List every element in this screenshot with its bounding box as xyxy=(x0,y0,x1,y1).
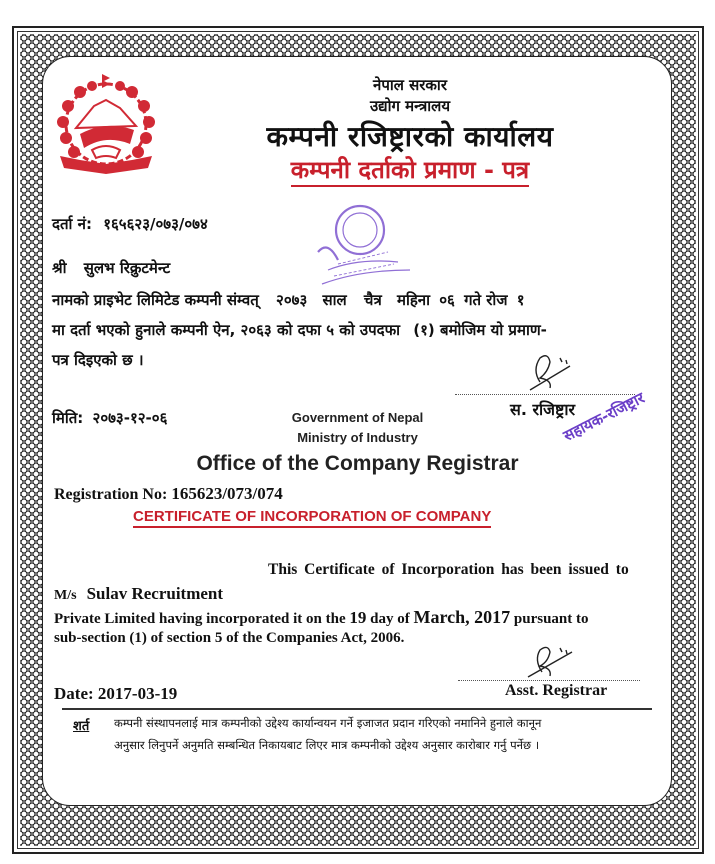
date-row-np xyxy=(52,408,167,428)
honorific-np: श्री xyxy=(52,259,67,277)
signatory-title-en: Asst. Registrar xyxy=(505,682,608,699)
date-value-en: 2017-03-19 xyxy=(97,684,178,703)
date-label-np: मिति: xyxy=(52,409,84,427)
ministry-title-en: Ministry of Industry xyxy=(297,430,418,445)
company-row-en xyxy=(54,584,223,604)
certificate-title-en: CERTIFICATE OF INCORPORATION OF COMPANY xyxy=(133,508,491,528)
registration-label-en: Registration No: xyxy=(54,486,168,503)
company-row-np xyxy=(52,258,170,278)
nepali-signature-icon xyxy=(510,352,600,392)
year-unit-np: साल xyxy=(322,291,347,309)
month-unit-np: महिना xyxy=(396,291,430,309)
office-title-en: Office of the Company Registrar xyxy=(196,452,519,475)
condition-line1: कम्पनी संस्थापनलाई मात्र कम्पनीको उद्देश्य कार्यान्वयन गर्ने इजाजत प्रदान गरिएको नमानिने हुनाले कानून xyxy=(114,716,542,730)
weekday-np: १ xyxy=(516,291,525,309)
english-signature-line xyxy=(458,680,640,681)
office-title-np: कम्पनी रजिष्ट्रारको कार्यालय xyxy=(266,120,554,153)
registration-row-np xyxy=(52,214,208,234)
body-line2-np-text: मा दर्ता भएको हुनाले कम्पनी ऐन, २०६३ को दफा ५ को उपदफा xyxy=(52,321,401,339)
condition-label: शर्त xyxy=(73,719,90,734)
ministry-title-np: उद्योग मन्त्रालय xyxy=(369,97,451,115)
assistant-registrar-stamp-np: सहायक-रजिष्ट्रार xyxy=(560,388,648,445)
office-seal-stamp-icon xyxy=(298,200,423,300)
certificate-title-np-text: कम्पनी दर्ताको प्रमाण - पत्र xyxy=(291,156,529,187)
body-line3-np: पत्र दिइएको छ । xyxy=(52,351,144,369)
government-title-np: नेपाल सरकार xyxy=(373,76,447,94)
company-name-np: सुलभ रिक्रुटमेन्ट xyxy=(83,259,171,277)
body-line1-c-en: pursuant to xyxy=(513,611,589,627)
registration-number-en: 165623/073/074 xyxy=(171,484,283,503)
body-line1-np xyxy=(52,290,525,310)
month-np: चैत्र xyxy=(363,291,382,309)
body-line1-a-en: Private Limited having incorporated it on the xyxy=(54,611,346,627)
month-year-en: March, 2017 xyxy=(413,607,511,627)
body-line1-b-en: day of xyxy=(370,611,410,627)
date-row-en xyxy=(54,684,177,704)
nepali-signature-line xyxy=(455,394,635,395)
nepal-emblem-icon xyxy=(50,70,162,182)
registration-row-en xyxy=(54,484,283,504)
government-title-en: Government of Nepal xyxy=(291,410,424,425)
date-value-np: २०७३-१२-०६ xyxy=(92,409,168,427)
body-line2-np xyxy=(52,320,547,340)
condition-line2: अनुसार लिनुपर्ने अनुमति सम्बन्धित निकायबाट लिएर मात्र कम्पनीको उद्देश्य अनुसार कारोबार गर्नु पर्नेछ । xyxy=(114,738,540,752)
body-line1-np-text: नामको प्राइभेट लिमिटेड कम्पनी संम्वत् xyxy=(52,291,259,309)
english-signature-icon xyxy=(516,644,596,678)
ms-prefix-en: M/s xyxy=(54,588,77,603)
issued-line-en: This Certificate of Incorporation has been issued to xyxy=(268,561,629,578)
signatory-title-np: स. रजिष्ट्रार xyxy=(510,400,576,419)
day-np: ०६ xyxy=(439,291,455,309)
company-name-en: Sulav Recruitment xyxy=(86,584,224,603)
subsection-np: (१) बमोजिम यो प्रमाण- xyxy=(413,321,547,339)
day-en: 19 xyxy=(349,608,367,627)
registration-number-np: १६५६२३/०७३/०७४ xyxy=(103,215,208,233)
body-line2-en: sub-section (1) of section 5 of the Companies Act, 2006. xyxy=(54,630,405,646)
body-line1-en xyxy=(54,607,589,628)
date-label-en: Date: xyxy=(54,684,94,703)
certificate-title-np xyxy=(175,153,645,186)
registration-label-np: दर्ता नं: xyxy=(52,215,92,233)
year-np: २०७३ xyxy=(276,291,308,309)
day-unit-np: गते रोज xyxy=(464,291,508,309)
condition-divider xyxy=(62,708,652,710)
